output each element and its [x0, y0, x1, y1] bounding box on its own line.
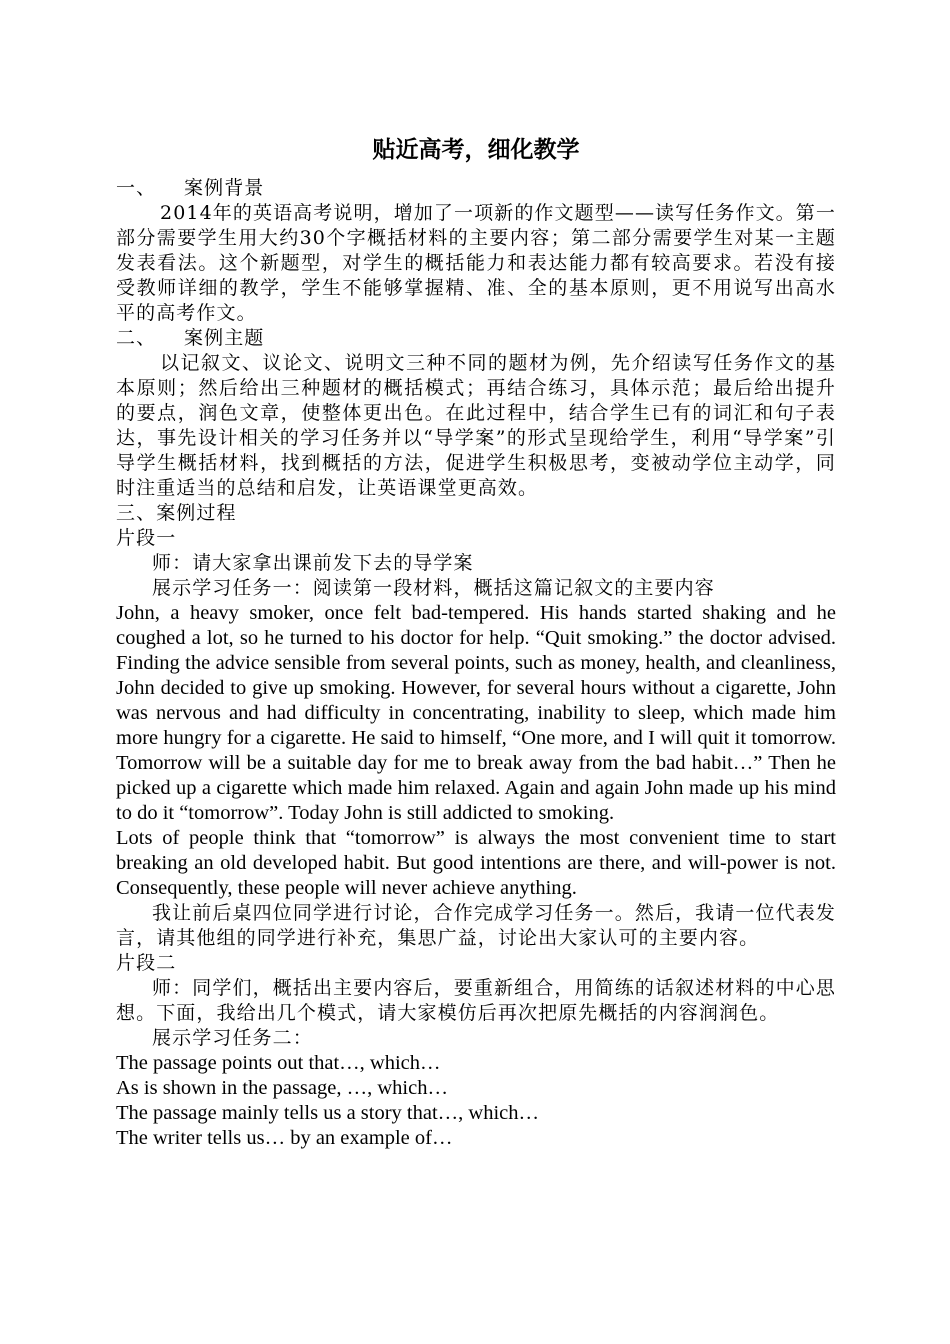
- fragment1-label: 片段一: [116, 527, 177, 549]
- section2-number: 二、: [116, 327, 157, 349]
- fragment1-teacher-line: 师：请大家拿出课前发下去的导学案: [152, 552, 474, 574]
- document-page: [116, 132, 836, 1151]
- pattern-line: As is shown in the passage, …, which…: [116, 1077, 448, 1099]
- section2-heading: [116, 326, 836, 351]
- english-passage-2: Lots of people think that “tomorrow” is always the most convenient time to start breaking an old developed habit. But good intentions are there, and will-power is not. Consequently, these people will never achieve anything.: [116, 827, 836, 899]
- fragment1-discussion: 我让前后桌四位同学进行讨论，合作完成学习任务一。然后，我请一位代表发言，请其他组的同学进行补充，集思广益，讨论出大家认可的主要内容。: [116, 902, 836, 949]
- section1-paragraph: 2014年的英语高考说明，增加了一项新的作文题型——读写任务作文。第一部分需要学生用大约30个字概括材料的主要内容；第二部分需要学生对某一主题发表看法。这个新题型，对学生的概括能力和表达能力都有较高要求。若没有接受教师详细的教学，学生不能够掌握精、准、全的基本原则，更不用说写出高水平的高考作文。: [116, 202, 836, 324]
- fragment1-task: 展示学习任务一：阅读第一段材料，概括这篇记叙文的主要内容: [152, 577, 715, 599]
- pattern-line: The passage mainly tells us a story that…, which…: [116, 1102, 540, 1124]
- section1-heading: [116, 176, 836, 201]
- pattern-line: The writer tells us… by an example of…: [116, 1127, 453, 1149]
- english-passage-1: John, a heavy smoker, once felt bad-tempered. His hands started shaking and he coughed a lot, so he turned to his doctor for help. “Quit smoking.” the doctor advised. Finding the advice sensible from several points, such as money, health, and cleanliness, John decided to give up smoking. However, for several hours without a cigarette, John was nervous and had difficulty in concentrating, inability to sleep, which made him more hungry for a cigarette. He said to himself, “One more, and I will quit it tomorrow. Tomorrow will be a suitable day for me to break away from the bad habit…” Then he picked up a cigarette which made him relaxed. Again and again John made up his mind to do it “tomorrow”. Today John is still addicted to smoking.: [116, 602, 836, 824]
- section2-paragraph: 以记叙文、议论文、说明文三种不同的题材为例，先介绍读写任务作文的基本原则；然后给出三种题材的概括模式；再结合练习，具体示范；最后给出提升的要点，润色文章，使整体更出色。在此过程中，结合学生已有的词汇和句子表达，事先设计相关的学习任务并以“导学案”的形式呈现给学生，利用“导学案”引导学生概括材料，找到概括的方法，促进学生积极思考，变被动学位主动学，同时注重适当的总结和启发，让英语课堂更高效。: [116, 352, 836, 499]
- fragment2-teacher-line: 师：同学们，概括出主要内容后，要重新组合，用简练的话叙述材料的中心思想。下面，我给出几个模式，请大家模仿后再次把原先概括的内容润润色。: [116, 977, 836, 1024]
- section2-label: 案例主题: [184, 327, 265, 349]
- fragment2-task: 展示学习任务二：: [152, 1027, 313, 1049]
- section3-heading: 三、案例过程: [116, 502, 237, 524]
- fragment2-label: 片段二: [116, 952, 177, 974]
- section1-number: 一、: [116, 177, 157, 199]
- pattern-line: The passage points out that…, which…: [116, 1052, 441, 1074]
- section1-label: 案例背景: [184, 177, 265, 199]
- document-title: 贴近高考，细化教学: [372, 137, 580, 163]
